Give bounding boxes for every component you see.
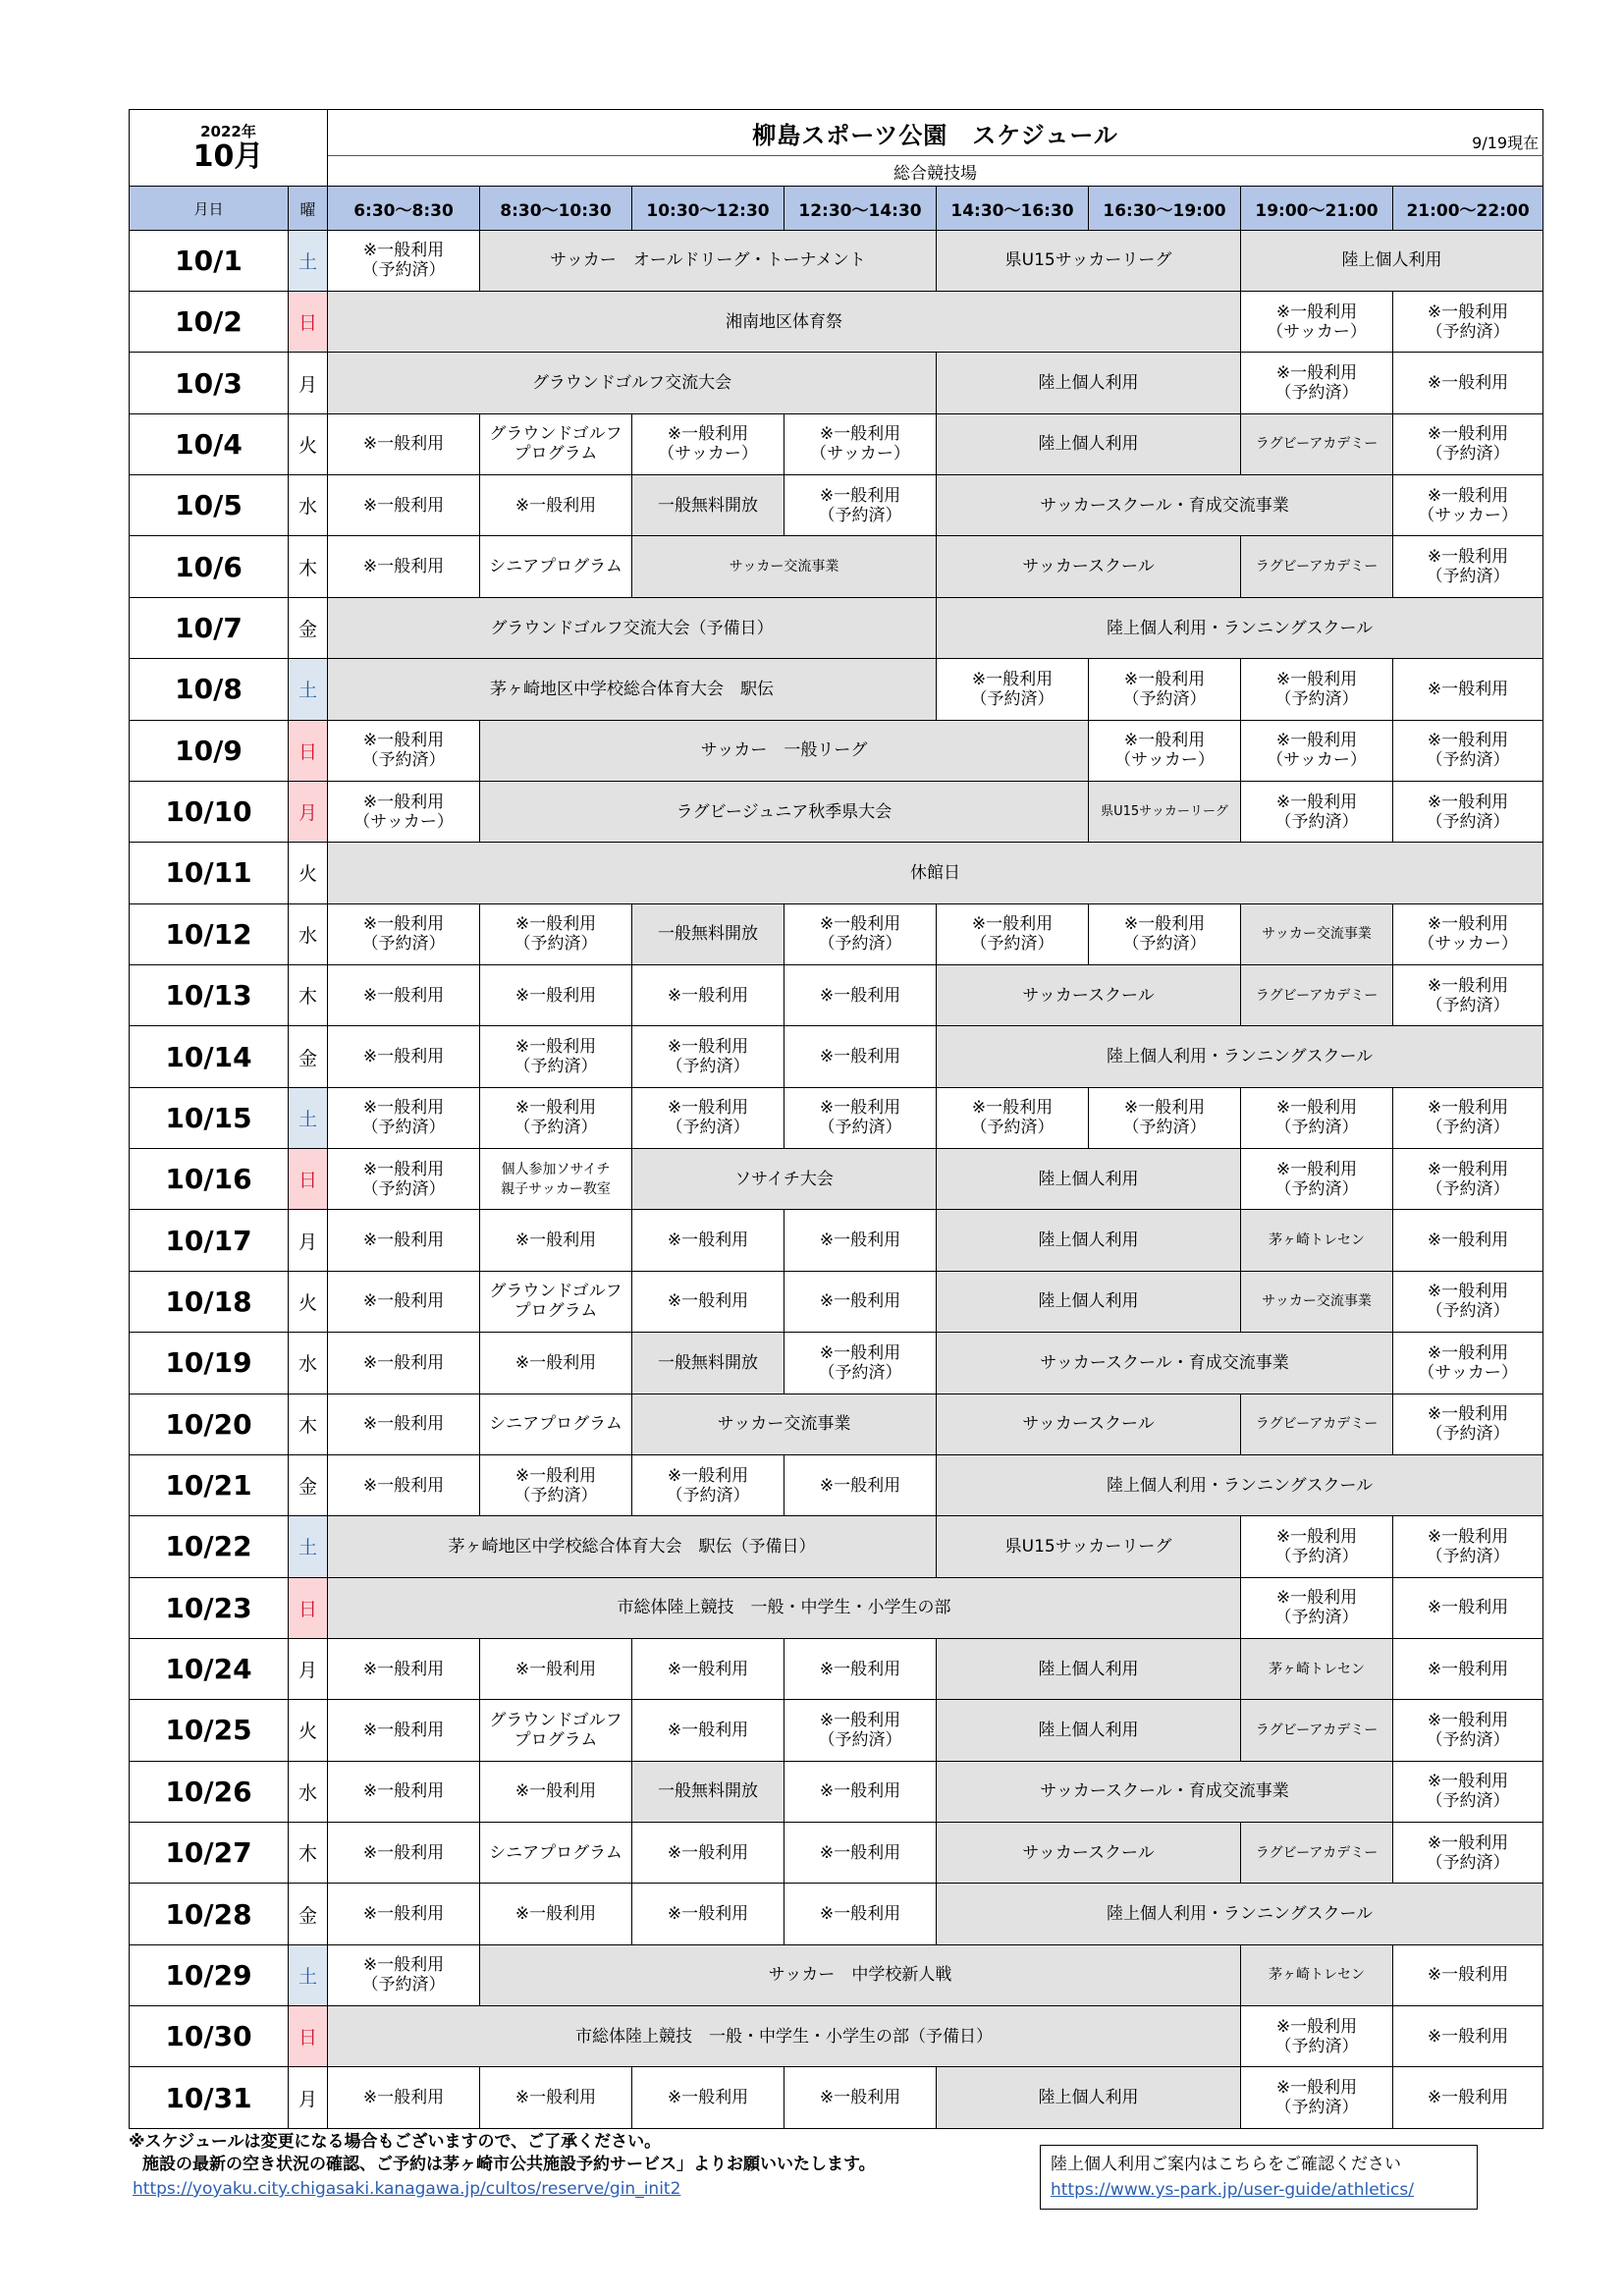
row-date: 10/24 — [130, 1638, 289, 1699]
event-cell: 陸上個人利用・ランニングスクール — [937, 1454, 1543, 1515]
row-date: 10/30 — [130, 2006, 289, 2067]
slot-cell: ※一般利用 — [328, 1210, 480, 1271]
event-cell: グラウンドゴルフ交流大会 — [328, 353, 937, 413]
event-cell: ラグビーアカデミー — [1241, 536, 1393, 597]
slot-cell: ※一般利用 — [784, 1271, 937, 1332]
row-date: 10/10 — [130, 781, 289, 842]
slot-cell: ※一般利用 — [784, 965, 937, 1026]
slot-cell: ※一般利用 （サッカー） — [1393, 903, 1543, 964]
year-month-cell — [130, 110, 328, 187]
row-date: 10/14 — [130, 1026, 289, 1087]
dow-column-header: 曜 — [289, 187, 328, 230]
slot-cell: ※一般利用 — [480, 965, 632, 1026]
row-weekday: 火 — [289, 1271, 328, 1332]
slot-cell: ※一般利用 （予約済） — [784, 1087, 937, 1148]
event-cell: 休館日 — [328, 843, 1543, 903]
slot-cell: ※一般利用 — [632, 1823, 784, 1884]
slot-cell: ※一般利用 — [328, 1271, 480, 1332]
row-weekday: 日 — [289, 720, 328, 781]
event-cell: グラウンドゴルフ交流大会（予備日） — [328, 597, 937, 658]
schedule-row — [130, 781, 1543, 842]
row-weekday: 水 — [289, 1761, 328, 1822]
event-cell: サッカー交流事業 — [1241, 903, 1393, 964]
slot-cell: ※一般利用 — [632, 1271, 784, 1332]
schedule-row — [130, 1210, 1543, 1271]
row-weekday: 水 — [289, 903, 328, 964]
slot-cell: ※一般利用 （サッカー） — [784, 413, 937, 474]
event-cell: サッカースクール — [937, 1394, 1241, 1454]
slot-cell: ※一般利用 （予約済） — [1241, 1149, 1393, 1210]
schedule-row — [130, 1823, 1543, 1884]
slot-header: 6:30～8:30 — [328, 187, 480, 230]
schedule-row — [130, 1454, 1543, 1515]
date-column-header: 月日 — [130, 187, 289, 230]
slot-cell: ※一般利用 （予約済） — [328, 230, 480, 291]
row-date: 10/26 — [130, 1761, 289, 1822]
event-cell: 湘南地区体育祭 — [328, 292, 1241, 353]
row-date: 10/8 — [130, 659, 289, 720]
row-date: 10/18 — [130, 1271, 289, 1332]
event-cell: サッカー交流事業 — [1241, 1271, 1393, 1332]
slot-cell: ※一般利用 （予約済） — [1241, 2067, 1393, 2129]
event-cell: ラグビーアカデミー — [1241, 965, 1393, 1026]
slot-cell: ※一般利用 （予約済） — [1393, 781, 1543, 842]
event-cell: 陸上個人利用 — [937, 413, 1241, 474]
slot-cell: ※一般利用 — [328, 536, 480, 597]
slot-cell: ※一般利用 （予約済） — [480, 1026, 632, 1087]
row-weekday: 木 — [289, 1823, 328, 1884]
schedule-row — [130, 1149, 1543, 1210]
schedule-row — [130, 659, 1543, 720]
slot-header: 10:30～12:30 — [632, 187, 784, 230]
slot-cell: ※一般利用 — [328, 1333, 480, 1394]
row-date: 10/31 — [130, 2067, 289, 2129]
event-cell: ラグビーアカデミー — [1241, 1394, 1393, 1454]
slot-cell: ※一般利用 （予約済） — [1393, 1271, 1543, 1332]
row-date: 10/7 — [130, 597, 289, 658]
row-date: 10/21 — [130, 1454, 289, 1515]
slot-cell: シニアプログラム — [480, 536, 632, 597]
row-weekday: 火 — [289, 843, 328, 903]
slot-header: 12:30～14:30 — [784, 187, 937, 230]
slot-cell: ※一般利用 — [1393, 353, 1543, 413]
slot-cell: ※一般利用 （予約済） — [937, 1087, 1089, 1148]
event-cell: 一般無料開放 — [632, 475, 784, 536]
event-cell: ラグビーアカデミー — [1241, 1700, 1393, 1761]
slot-cell: ※一般利用 — [328, 1638, 480, 1699]
slot-cell: ※一般利用 （予約済） — [784, 1333, 937, 1394]
event-cell: 陸上個人利用・ランニングスクール — [937, 1884, 1543, 1944]
event-cell: サッカースクール — [937, 1823, 1241, 1884]
slot-cell: ※一般利用 （サッカー） — [1089, 720, 1241, 781]
slot-cell: ※一般利用 （予約済） — [1393, 536, 1543, 597]
row-weekday: 火 — [289, 1700, 328, 1761]
slot-cell: ※一般利用 （予約済） — [1089, 659, 1241, 720]
slot-cell: ※一般利用 — [632, 1210, 784, 1271]
event-cell: 陸上個人利用・ランニングスクール — [937, 1026, 1543, 1087]
slot-cell: ※一般利用 — [1393, 1577, 1543, 1638]
slot-cell: ※一般利用 — [480, 1638, 632, 1699]
slot-cell: ※一般利用 — [784, 1761, 937, 1822]
event-cell: 陸上個人利用 — [937, 1271, 1241, 1332]
event-cell: ラグビーアカデミー — [1241, 1823, 1393, 1884]
slot-cell: ※一般利用 （予約済） — [784, 1700, 937, 1761]
slot-cell: シニアプログラム — [480, 1823, 632, 1884]
row-weekday: 土 — [289, 1944, 328, 2005]
slot-cell: ※一般利用 （予約済） — [480, 903, 632, 964]
slot-cell: ※一般利用 （サッカー） — [1241, 292, 1393, 353]
slot-cell: ※一般利用 — [480, 1210, 632, 1271]
event-cell: 県U15サッカーリーグ — [1089, 781, 1241, 842]
slot-cell: ※一般利用 — [328, 1394, 480, 1454]
event-cell: 陸上個人利用 — [937, 1700, 1241, 1761]
row-weekday: 金 — [289, 1884, 328, 1944]
event-cell: サッカースクール・育成交流事業 — [937, 475, 1393, 536]
slot-cell: ※一般利用 （予約済） — [1241, 1087, 1393, 1148]
schedule-row — [130, 1271, 1543, 1332]
row-weekday: 月 — [289, 353, 328, 413]
slot-cell: ※一般利用 （予約済） — [1241, 2006, 1393, 2067]
row-date: 10/6 — [130, 536, 289, 597]
row-date: 10/2 — [130, 292, 289, 353]
row-date: 10/28 — [130, 1884, 289, 1944]
row-date: 10/17 — [130, 1210, 289, 1271]
schedule-row — [130, 292, 1543, 353]
slot-cell: ※一般利用 （予約済） — [1241, 1577, 1393, 1638]
slot-cell: ※一般利用 — [784, 2067, 937, 2129]
slot-cell: ※一般利用 （予約済） — [1393, 720, 1543, 781]
slot-cell: ※一般利用 （予約済） — [328, 1944, 480, 2005]
row-date: 10/25 — [130, 1700, 289, 1761]
event-cell: 一般無料開放 — [632, 903, 784, 964]
booking-link[interactable]: https://yoyaku.city.chigasaki.kanagawa.jp/cultos/reserve/gin_init2 — [133, 2179, 681, 2199]
row-weekday: 日 — [289, 1577, 328, 1638]
athletics-info-box — [1040, 2145, 1478, 2210]
venue-label: 総合競技場 — [328, 156, 1543, 187]
slot-cell: ※一般利用 （予約済） — [1393, 1700, 1543, 1761]
slot-cell: ※一般利用 （予約済） — [1393, 965, 1543, 1026]
slot-cell: ※一般利用 （予約済） — [328, 720, 480, 781]
slot-cell: ※一般利用 （サッカー） — [632, 413, 784, 474]
year-label: 2022年 — [200, 122, 256, 140]
event-cell: サッカースクール・育成交流事業 — [937, 1333, 1393, 1394]
slot-cell: ※一般利用 （予約済） — [784, 475, 937, 536]
slot-cell: ※一般利用 （予約済） — [1393, 1516, 1543, 1577]
schedule-row — [130, 903, 1543, 964]
row-weekday: 金 — [289, 597, 328, 658]
row-date: 10/3 — [130, 353, 289, 413]
slot-cell: ※一般利用 （予約済） — [1393, 1761, 1543, 1822]
row-weekday: 水 — [289, 475, 328, 536]
schedule-row — [130, 2006, 1543, 2067]
schedule-row — [130, 965, 1543, 1026]
as-of-date: 9/19現在 — [1472, 134, 1540, 153]
slot-cell: ※一般利用 （サッカー） — [1393, 475, 1543, 536]
row-date: 10/12 — [130, 903, 289, 964]
slot-cell: ※一般利用 — [632, 2067, 784, 2129]
slot-cell: ※一般利用 — [784, 1210, 937, 1271]
event-cell: サッカー 一般リーグ — [480, 720, 1089, 781]
slot-cell: ※一般利用 — [328, 413, 480, 474]
slot-cell: ※一般利用 （予約済） — [1241, 1516, 1393, 1577]
row-date: 10/5 — [130, 475, 289, 536]
schedule-row — [130, 1026, 1543, 1087]
slot-cell: ※一般利用 — [784, 1454, 937, 1515]
event-cell: 茅ヶ崎地区中学校総合体育大会 駅伝（予備日） — [328, 1516, 937, 1577]
schedule-row — [130, 1516, 1543, 1577]
row-weekday: 金 — [289, 1026, 328, 1087]
page-title: 柳島スポーツ公園 スケジュール — [752, 121, 1118, 149]
slot-cell: グラウンドゴルフ プログラム — [480, 1271, 632, 1332]
slot-cell: ※一般利用 （予約済） — [480, 1087, 632, 1148]
row-date: 10/13 — [130, 965, 289, 1026]
slot-cell: ※一般利用 （予約済） — [1089, 903, 1241, 964]
event-cell: 陸上個人利用 — [937, 2067, 1241, 2129]
row-weekday: 火 — [289, 413, 328, 474]
row-date: 10/1 — [130, 230, 289, 291]
slot-cell: ※一般利用 （予約済） — [632, 1026, 784, 1087]
row-weekday: 木 — [289, 536, 328, 597]
event-cell: 県U15サッカーリーグ — [937, 1516, 1241, 1577]
title-cell — [328, 110, 1543, 156]
slot-cell: ※一般利用 — [328, 1454, 480, 1515]
schedule-row — [130, 1333, 1543, 1394]
event-cell: サッカー交流事業 — [632, 1394, 937, 1454]
slot-cell: ※一般利用 （予約済） — [1241, 781, 1393, 842]
slot-cell: ※一般利用 （予約済） — [1393, 1149, 1543, 1210]
slot-cell: ※一般利用 — [784, 1638, 937, 1699]
slot-cell: ※一般利用 （予約済） — [1393, 292, 1543, 353]
note-change: ※スケジュールは変更になる場合もございますので、ご了承ください。 — [129, 2132, 662, 2152]
month-label: 10月 — [192, 138, 264, 174]
slot-cell: ※一般利用 — [328, 2067, 480, 2129]
row-weekday: 月 — [289, 781, 328, 842]
event-cell: サッカースクール — [937, 536, 1241, 597]
row-weekday: 日 — [289, 1149, 328, 1210]
slot-cell: ※一般利用 — [328, 1026, 480, 1087]
row-weekday: 日 — [289, 2006, 328, 2067]
row-date: 10/9 — [130, 720, 289, 781]
schedule-row — [130, 2067, 1543, 2129]
slot-cell: ※一般利用 （予約済） — [328, 1087, 480, 1148]
schedule-row — [130, 1700, 1543, 1761]
slot-cell: ※一般利用 （予約済） — [1089, 1087, 1241, 1148]
slot-cell: ※一般利用 （予約済） — [937, 659, 1089, 720]
event-cell: サッカー 中学校新人戦 — [480, 1944, 1241, 2005]
schedule-row — [130, 475, 1543, 536]
row-weekday: 土 — [289, 230, 328, 291]
slot-cell: ※一般利用 （予約済） — [1241, 659, 1393, 720]
schedule-row — [130, 1394, 1543, 1454]
event-cell: サッカースクール — [937, 965, 1241, 1026]
slot-cell: ※一般利用 （予約済） — [328, 903, 480, 964]
event-cell: サッカー オールドリーグ・トーナメント — [480, 230, 937, 291]
event-cell: 市総体陸上競技 一般・中学生・小学生の部（予備日） — [328, 2006, 1241, 2067]
event-cell: ラグビーアカデミー — [1241, 413, 1393, 474]
event-cell: 陸上個人利用 — [937, 353, 1241, 413]
event-cell: 一般無料開放 — [632, 1761, 784, 1822]
athletics-info-label: 陸上個人利用ご案内はこちらをご確認ください — [1051, 2155, 1401, 2174]
event-cell: 茅ヶ崎トレセン — [1241, 1210, 1393, 1271]
row-weekday: 木 — [289, 965, 328, 1026]
slot-cell: ※一般利用 — [784, 1026, 937, 1087]
row-weekday: 月 — [289, 1638, 328, 1699]
schedule-row — [130, 353, 1543, 413]
slot-cell: シニアプログラム — [480, 1394, 632, 1454]
event-cell: ソサイチ大会 — [632, 1149, 937, 1210]
event-cell: 陸上個人利用 — [1241, 230, 1543, 291]
slot-cell: ※一般利用 （予約済） — [480, 1454, 632, 1515]
event-cell: 茅ヶ崎地区中学校総合体育大会 駅伝 — [328, 659, 937, 720]
slot-cell: ※一般利用 （サッカー） — [328, 781, 480, 842]
event-cell: 陸上個人利用 — [937, 1149, 1241, 1210]
row-weekday: 土 — [289, 1516, 328, 1577]
slot-cell: ※一般利用 — [480, 475, 632, 536]
schedule-row — [130, 1087, 1543, 1148]
event-cell: 茅ヶ崎トレセン — [1241, 1638, 1393, 1699]
event-cell: サッカー交流事業 — [632, 536, 937, 597]
column-header-row — [130, 187, 1543, 230]
slot-header: 21:00～22:00 — [1393, 187, 1543, 230]
slot-cell: ※一般利用 — [1393, 2006, 1543, 2067]
slot-header: 8:30～10:30 — [480, 187, 632, 230]
row-weekday: 日 — [289, 292, 328, 353]
slot-cell: ※一般利用 — [784, 1884, 937, 1944]
slot-cell: ※一般利用 — [328, 1884, 480, 1944]
slot-cell: ※一般利用 （予約済） — [1393, 413, 1543, 474]
slot-cell: ※一般利用 （予約済） — [1393, 1394, 1543, 1454]
slot-cell: ※一般利用 — [328, 475, 480, 536]
row-date: 10/19 — [130, 1333, 289, 1394]
athletics-info-link[interactable]: https://www.ys-park.jp/user-guide/athletics/ — [1051, 2180, 1414, 2200]
slot-cell: ※一般利用 （予約済） — [784, 903, 937, 964]
note-booking: 施設の最新の空き状況の確認、ご予約は茅ヶ崎市公共施設予約サービス」よりお願いいたします。 — [142, 2155, 876, 2174]
schedule-row — [130, 720, 1543, 781]
schedule-row — [130, 597, 1543, 658]
slot-cell: ※一般利用 — [1393, 659, 1543, 720]
slot-cell: ※一般利用 — [784, 1823, 937, 1884]
schedule-row — [130, 1884, 1543, 1944]
schedule-row — [130, 413, 1543, 474]
slot-cell: ※一般利用 — [328, 1761, 480, 1822]
schedule-row — [130, 1577, 1543, 1638]
row-weekday: 土 — [289, 1087, 328, 1148]
schedule-row — [130, 230, 1543, 291]
slot-cell: ※一般利用 — [328, 965, 480, 1026]
slot-cell: ※一般利用 — [480, 1884, 632, 1944]
event-cell: 陸上個人利用 — [937, 1638, 1241, 1699]
slot-cell: ※一般利用 — [632, 1700, 784, 1761]
schedule-row — [130, 1638, 1543, 1699]
slot-cell: ※一般利用 （予約済） — [328, 1149, 480, 1210]
slot-header: 14:30～16:30 — [937, 187, 1089, 230]
row-date: 10/4 — [130, 413, 289, 474]
row-date: 10/11 — [130, 843, 289, 903]
event-cell: 市総体陸上競技 一般・中学生・小学生の部 — [328, 1577, 1241, 1638]
schedule-row — [130, 536, 1543, 597]
slot-cell: ※一般利用 — [1393, 2067, 1543, 2129]
slot-cell: ※一般利用 （予約済） — [1393, 1087, 1543, 1148]
event-cell: 茅ヶ崎トレセン — [1241, 1944, 1393, 2005]
event-cell: サッカースクール・育成交流事業 — [937, 1761, 1393, 1822]
row-date: 10/16 — [130, 1149, 289, 1210]
slot-cell: ※一般利用 （予約済） — [1241, 353, 1393, 413]
schedule-table — [129, 109, 1543, 2129]
slot-cell: ※一般利用 — [1393, 1944, 1543, 2005]
event-cell: 陸上個人利用・ランニングスクール — [937, 597, 1543, 658]
slot-cell: グラウンドゴルフ プログラム — [480, 1700, 632, 1761]
slot-cell: ※一般利用 （予約済） — [1393, 1823, 1543, 1884]
event-cell: 一般無料開放 — [632, 1333, 784, 1394]
slot-cell: ※一般利用 （サッカー） — [1393, 1333, 1543, 1394]
slot-cell: ※一般利用 — [328, 1700, 480, 1761]
slot-header: 16:30～19:00 — [1089, 187, 1241, 230]
row-weekday: 水 — [289, 1333, 328, 1394]
row-date: 10/22 — [130, 1516, 289, 1577]
schedule-row — [130, 1761, 1543, 1822]
slot-cell: ※一般利用 — [480, 2067, 632, 2129]
slot-cell: 個人参加ソサイチ 親子サッカー教室 — [480, 1149, 632, 1210]
slot-cell: ※一般利用 （サッカー） — [1241, 720, 1393, 781]
row-weekday: 木 — [289, 1394, 328, 1454]
slot-cell: ※一般利用 — [480, 1333, 632, 1394]
row-weekday: 金 — [289, 1454, 328, 1515]
row-weekday: 土 — [289, 659, 328, 720]
slot-cell: ※一般利用 （予約済） — [937, 903, 1089, 964]
row-date: 10/23 — [130, 1577, 289, 1638]
footer-notes — [129, 2131, 1012, 2201]
slot-cell: ※一般利用 — [1393, 1210, 1543, 1271]
slot-cell: ※一般利用 — [632, 965, 784, 1026]
slot-cell: ※一般利用 — [632, 1638, 784, 1699]
slot-cell: ※一般利用 （予約済） — [632, 1087, 784, 1148]
slot-cell: ※一般利用 — [328, 1823, 480, 1884]
event-cell: 陸上個人利用 — [937, 1210, 1241, 1271]
schedule-row — [130, 843, 1543, 903]
slot-cell: グラウンドゴルフ プログラム — [480, 413, 632, 474]
row-date: 10/15 — [130, 1087, 289, 1148]
row-weekday: 月 — [289, 1210, 328, 1271]
slot-header: 19:00～21:00 — [1241, 187, 1393, 230]
event-cell: 県U15サッカーリーグ — [937, 230, 1241, 291]
slot-cell: ※一般利用 — [1393, 1638, 1543, 1699]
slot-cell: ※一般利用 （予約済） — [632, 1454, 784, 1515]
slot-cell: ※一般利用 — [632, 1884, 784, 1944]
row-date: 10/29 — [130, 1944, 289, 2005]
row-date: 10/20 — [130, 1394, 289, 1454]
row-date: 10/27 — [130, 1823, 289, 1884]
row-weekday: 月 — [289, 2067, 328, 2129]
event-cell: ラグビージュニア秋季県大会 — [480, 781, 1089, 842]
schedule-row — [130, 1944, 1543, 2005]
slot-cell: ※一般利用 — [480, 1761, 632, 1822]
